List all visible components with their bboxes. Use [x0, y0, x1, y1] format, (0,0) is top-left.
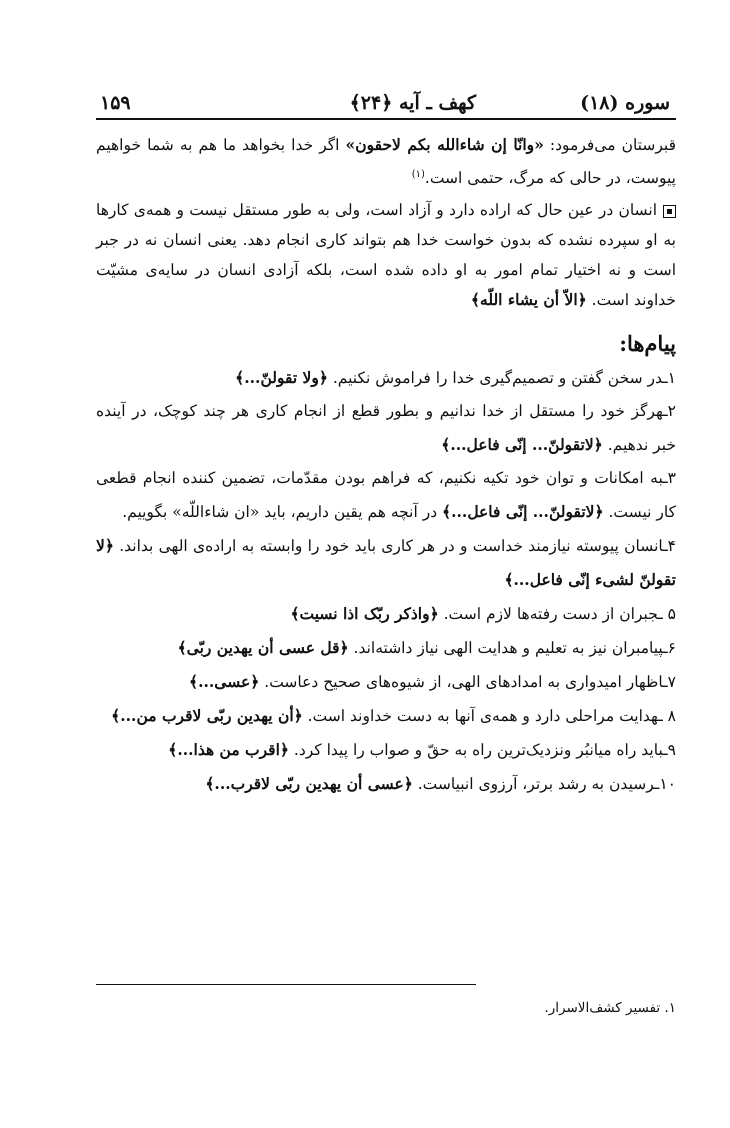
item-number: ۴ـ — [663, 537, 676, 556]
item-quote: ﴿ولا تقولنّ...﴾ — [235, 368, 328, 388]
item-number: ۱۰ـ — [654, 775, 676, 794]
list-item — [96, 361, 676, 395]
intro-text-b: اگر خدا بخواهد ما هم به شما خواهیم پیوست، در حالی که مرگ، حتمی است. — [96, 136, 676, 188]
item-text-after: در آنچه هم یقین داریم، باید «ان شاءاللّه» بگوییم. — [122, 503, 443, 522]
note-text: انسان در عین حال که اراده دارد و آزاد است، ولی به طور مستقل نیست و همه‌ی کارها به او سپرده نشده که بدون خواست خدا هم بتواند کاری انجام دهد. یعنی انسان نه در جبر است و نه اختیار تمام امور به او داده شده است، بلکه آزادی انسان در سایه‌ی مشیّت خداوند است. — [96, 201, 676, 310]
item-text: هرگز خود را مستقل از خدا ندانیم و بطور قطع از انجام کاری هر چند کوچک، در آینده خبر ندهیم. — [96, 402, 676, 455]
square-bullet-icon — [663, 205, 676, 218]
intro-text-a: قبرستان می‌فرمود: — [543, 136, 676, 154]
body-text — [96, 130, 676, 801]
item-number: ۶ـ — [663, 639, 676, 658]
note-quote: ﴿الاّ أن یشاء اللّه﴾ — [470, 290, 587, 310]
page — [96, 84, 676, 1084]
verse-title: کهف ـ آیه ﴿۲۴﴾ — [349, 92, 476, 114]
item-text: به امکانات و توان خود تکیه نکنیم، که فراهم بودن مقدّمات، تضمین کننده انجام قطعی کار نیست. — [96, 469, 676, 522]
surah-title: سوره (۱۸) — [580, 92, 670, 114]
page-header — [96, 84, 676, 120]
list-item — [96, 395, 676, 462]
item-number: ۱ـ — [663, 369, 676, 388]
item-number: ۳ـ — [663, 469, 676, 488]
item-number: ۸ ـ — [658, 707, 676, 726]
note-paragraph — [96, 195, 676, 315]
list-item — [96, 631, 676, 665]
list-item — [96, 597, 676, 631]
list-item — [96, 699, 676, 733]
item-quote: ﴿قل عسی أن یهدین ربّی﴾ — [177, 638, 349, 658]
item-number: ۷ـ — [663, 673, 676, 692]
item-quote: ﴿لا تقولنّ لشیء إنّی فاعل...﴾ — [96, 536, 676, 590]
item-quote: ﴿واذکر ربّک اذا نسیت﴾ — [290, 604, 439, 624]
item-text: باید راه میانبُر ونزدیک‌ترین راه به حقّ و صواب را پیدا کرد. — [288, 741, 664, 760]
item-number: ۵ ـ — [658, 605, 676, 624]
intro-paragraph — [96, 130, 676, 193]
item-quote: ﴿عسی...﴾ — [189, 672, 260, 692]
list-item — [96, 733, 676, 767]
item-number: ۹ـ — [663, 741, 676, 760]
messages-heading: پیام‌ها: — [619, 331, 676, 357]
item-quote: ﴿أن یهدین ربّی لاقرب من...﴾ — [111, 706, 303, 726]
item-quote: ﴿لاتقولنّ... إنّی فاعل...﴾ — [442, 502, 604, 522]
item-text: در سخن گفتن و تصمیم‌گیری خدا را فراموش نکنیم. — [327, 369, 664, 388]
item-text: انسان پیوسته نیازمند خداست و در هر کاری باید خود را وابسته به اراده‌ی الهی بداند. — [113, 537, 664, 556]
list-item — [96, 665, 676, 699]
list-item — [96, 767, 676, 801]
item-quote: ﴿اقرب من هذا...﴾ — [168, 740, 289, 760]
item-quote: ﴿لاتقولنّ... إنّی فاعل...﴾ — [441, 435, 603, 455]
item-text: اظهار امیدواری به امدادهای الهی، از شیوه‌های صحیح دعاست. — [259, 673, 664, 692]
footnote: ۱. تفسیر کشف‌الاسرار. — [544, 1000, 676, 1016]
item-text: هدایت مراحلی دارد و همه‌ی آنها به دست خداوند است. — [302, 707, 659, 726]
item-text: جبران از دست رفته‌ها لازم است. — [438, 605, 659, 624]
intro-quote: «وانّا إن شاءالله بکم لاحقون» — [345, 135, 544, 154]
item-text: رسیدن به رشد برتر، آرزوی انبیاست. — [412, 775, 655, 794]
list-item — [96, 529, 676, 597]
item-text: پیامبران نیز به تعلیم و هدایت الهی نیاز داشته‌اند. — [348, 639, 664, 658]
footnote-divider — [96, 984, 476, 985]
list-item — [96, 462, 676, 529]
page-number: ۱۵۹ — [100, 92, 131, 114]
footnote-ref: (۱) — [411, 169, 425, 180]
item-number: ۲ـ — [663, 402, 676, 421]
item-quote: ﴿عسی أن یهدین ربّی لاقرب...﴾ — [205, 774, 413, 794]
